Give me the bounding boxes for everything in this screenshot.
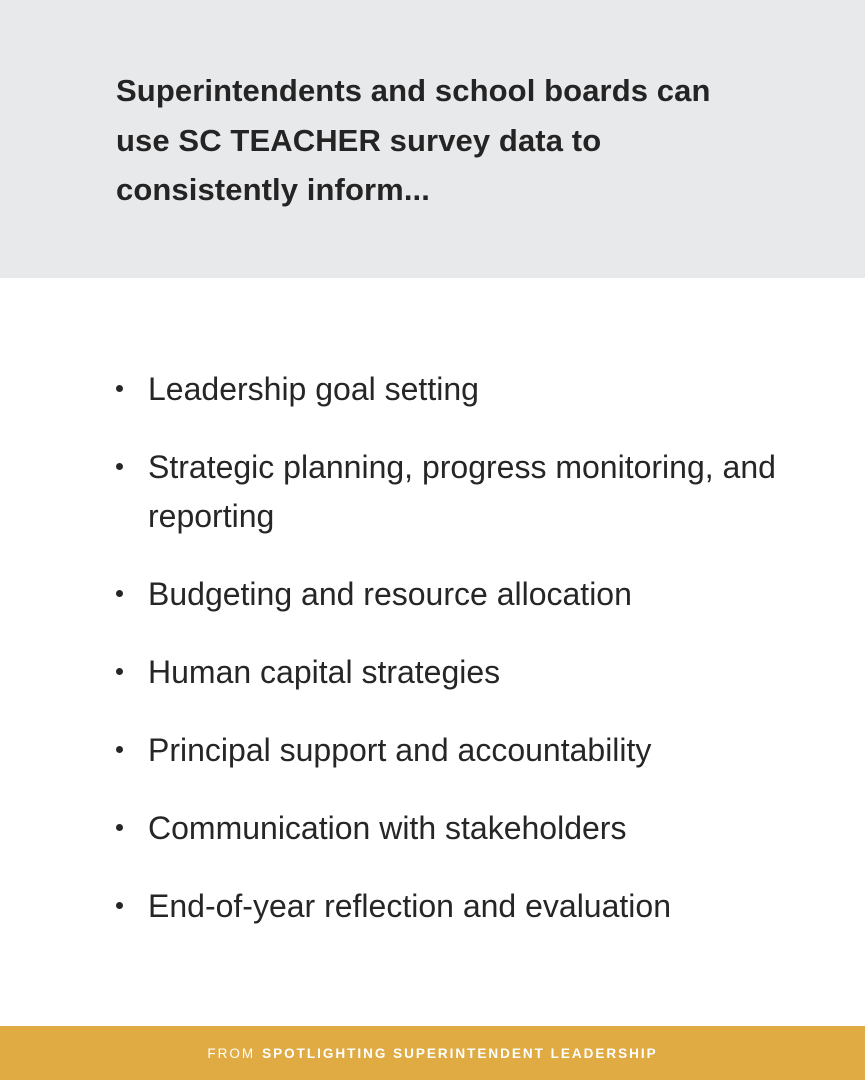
footer-source: SPOTLIGHTING SUPERINTENDENT LEADERSHIP <box>262 1045 658 1061</box>
bullet-icon <box>116 385 123 392</box>
list-item <box>116 648 816 697</box>
page-title: Superintendents and school boards can use SC TEACHER survey data to consistently inform... <box>116 73 711 207</box>
list-item-text: Human capital strategies <box>148 654 501 690</box>
bullet-icon <box>116 902 123 909</box>
list-item-text: Strategic planning, progress monitoring, and reporting <box>148 449 776 534</box>
list-item-text: Budgeting and resource allocation <box>148 576 632 612</box>
list-item <box>116 365 816 414</box>
list-item-text: Principal support and accountability <box>148 732 652 768</box>
bullet-icon <box>116 590 123 597</box>
list-item <box>116 804 816 853</box>
footer-bar <box>0 1026 865 1080</box>
list-item-text: Communication with stakeholders <box>148 810 627 846</box>
bullet-icon <box>116 824 123 831</box>
footer-prefix: FROM <box>207 1045 256 1061</box>
list-item <box>116 882 816 931</box>
list-item-text: Leadership goal setting <box>148 371 479 407</box>
bullet-icon <box>116 746 123 753</box>
list-item <box>116 726 816 775</box>
inform-list <box>116 365 816 960</box>
header-panel <box>0 0 865 278</box>
list-item-text: End-of-year reflection and evaluation <box>148 888 671 924</box>
bullet-icon <box>116 668 123 675</box>
list-item <box>116 570 816 619</box>
bullet-icon <box>116 463 123 470</box>
list-item <box>116 443 816 541</box>
